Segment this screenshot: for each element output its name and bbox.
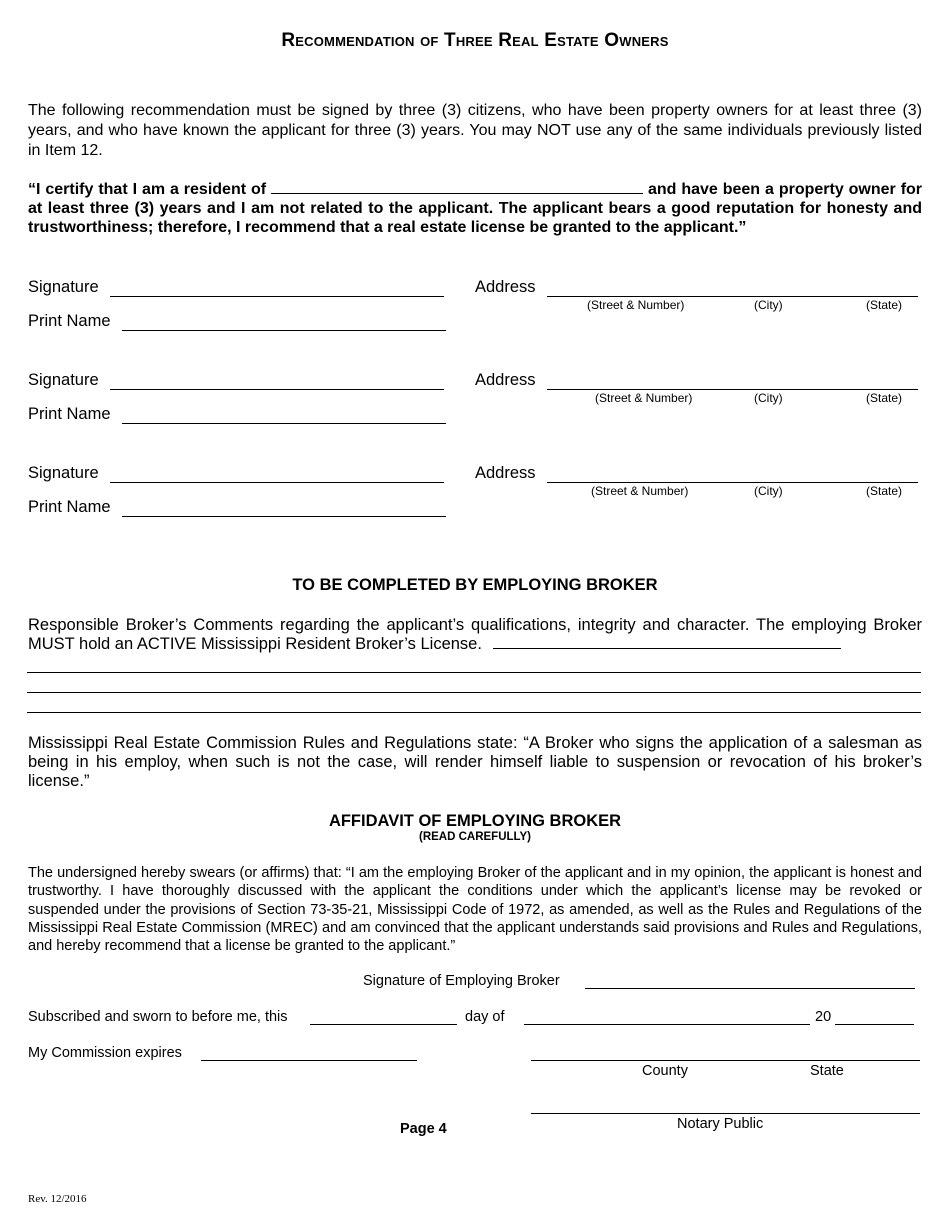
state-caption: (State) [866,298,903,312]
notary-label: Notary Public [677,1116,764,1132]
day-of-label: day of [465,1009,505,1025]
broker-comments-instructions [28,616,922,654]
intro-paragraph: The following recommendation must be signed by three (3) citizens, who have been property owners for at least three (3) years, and who have known the applicant for three (3) years. You may NOT use any of the same individuals previously listed in Item 12. [28,102,922,159]
city-caption: (City) [754,298,783,312]
residence-field[interactable] [271,180,643,194]
address-label: Address [475,371,536,389]
signature-label: Signature [28,371,99,389]
commission-expires-field[interactable] [201,1060,417,1061]
address-field[interactable] [547,482,918,483]
state-caption: (State) [866,391,903,405]
signature-field[interactable] [110,482,444,483]
broker-comments-line[interactable] [27,672,921,673]
rules-paragraph: Mississippi Real Estate Commission Rules and Regulations state: “A Broker who signs the application of a salesman as being in his employ, when such is not the case, will render himself liable to suspension or revocation of his broker’s license.” [28,734,922,790]
street-caption: (Street & Number) [595,391,693,405]
broker-signature-field[interactable] [585,988,915,989]
state-caption: (State) [866,484,903,498]
county-state-field[interactable] [531,1060,920,1061]
city-caption: (City) [754,484,783,498]
broker-comments-text: Responsible Broker’s Comments regarding the applicant’s qualifications, integrity and character. The employing Broker MUST hold an ACTIVE Mississippi Resident Broker’s License. [28,616,922,653]
year-prefix-label: 20 [815,1009,832,1025]
address-label: Address [475,464,536,482]
signature-label: Signature [28,464,99,482]
page-number: Page 4 [400,1121,447,1137]
sworn-year-field[interactable] [835,1024,914,1025]
signature-label: Signature [28,278,99,296]
address-label: Address [475,278,536,296]
affidavit-paragraph: The undersigned hereby swears (or affirms) that: “I am the employing Broker of the applicant and in my opinion, the applicant is honest and trustworthy. I have thoroughly discussed with the applicant the conditions under which the applicant’s license may be revoked or suspended under the provisions of Section 73-35-21, Mississippi Code of 1972, as amended, as well as the Rules and Regulations of the Mississippi Real Estate Commission (MREC) and am convinced that the applicant understands said provisions and Rules and Regulations, and hereby recommend that a license be granted to the applicant.” [28,865,922,955]
print-name-field[interactable] [122,423,446,424]
broker-comments-line[interactable] [27,712,921,713]
print-name-label: Print Name [28,498,111,516]
state-label: State [810,1063,844,1079]
broker-signature-label: Signature of Employing Broker [363,973,560,989]
sworn-month-field[interactable] [524,1024,810,1025]
address-field[interactable] [547,389,918,390]
affidavit-heading: AFFIDAVIT OF EMPLOYING BROKER [328,812,622,830]
signature-field[interactable] [110,389,444,390]
street-caption: (Street & Number) [587,298,685,312]
county-label: County [642,1063,688,1079]
revision-label: Rev. 12/2016 [28,1193,87,1205]
certification-start: “I certify that I am a resident of [28,181,267,198]
sworn-day-field[interactable] [310,1024,457,1025]
city-caption: (City) [754,391,783,405]
affidavit-subheading: (READ CAREFULLY) [418,831,532,843]
broker-comments-field[interactable] [493,636,841,649]
sworn-label: Subscribed and sworn to before me, this [28,1009,288,1025]
notary-signature-field[interactable] [531,1113,920,1114]
broker-section-heading: TO BE COMPLETED BY EMPLOYING BROKER [292,576,658,594]
broker-comments-line[interactable] [27,692,921,693]
certification-statement [28,180,922,237]
street-caption: (Street & Number) [591,484,689,498]
certification-end: and have been a property owner for at least three (3) years and I am not related to the applicant. The applicant bears a good reputation for honesty and trustworthiness; therefore, I recommend that a real estate license be granted to the applicant.” [28,181,923,236]
commission-label: My Commission expires [28,1045,182,1061]
print-name-label: Print Name [28,312,111,330]
print-name-field[interactable] [122,516,446,517]
address-field[interactable] [547,296,918,297]
print-name-field[interactable] [122,330,446,331]
page-title: Recommendation of Three Real Estate Owners [281,30,669,51]
signature-field[interactable] [110,296,444,297]
print-name-label: Print Name [28,405,111,423]
